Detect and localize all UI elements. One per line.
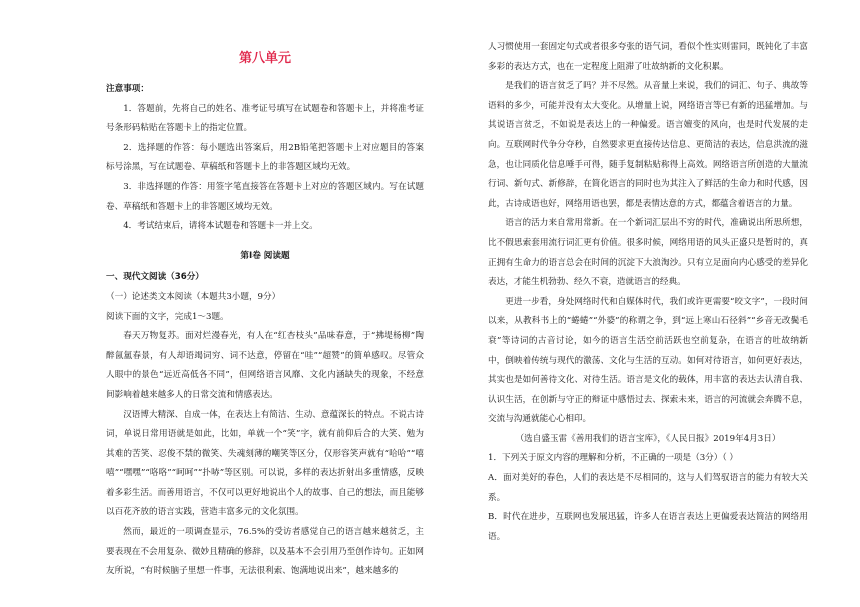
answer-option-b: B．时代在进步，互联网也发展迅猛，许多人在语言表达上更偏爱表达简洁的网络用语。 (488, 512, 808, 542)
passage-paragraph: 汉语博大精深、自成一体，在表达上有简洁、生动、意蕴深长的特点。不说古诗词，单说日常用语就是如此，比如，单就一个“笑”字，就有前仰后合的大笑、勉为其难的苦笑、忍俊不禁的微笑、失魂刻薄的嘲笑等区分，仅形容笑声就有“哈哈”“嘻嘻”“嘿嘿”“咯咯”“呵呵”“扑哧”等区别。可以说，多样的表达折射出多重情感，反映着多彩生活。而善用语言，不仅可以更好地说出个人的故事、自己的想法，而且能够以百花齐放的语言实践，营造丰富多元的文化氛围。 (106, 409, 424, 518)
passage-paragraph: 春天万物复苏。面对烂漫春光，有人在“红杏枝头”品味春意，于“拂堤杨柳”陶醉氤氲春景，有人却语竭词穷、词不达意，停留在“哇”“超赞”的简单感叹。尽管众人眼中的景色“远近高低各不同”，但网络语言风靡、文化内涵缺失的现象，不经意间影响着越来越多人的日常交流和情感表达。 (106, 331, 424, 400)
notice-item: 1．答题前，先将自己的姓名、准考证号填写在试题卷和答题卡上，并将准考证号条形码粘贴在答题卡上的指定位置。 (106, 103, 424, 134)
notice-heading: 注意事项： (106, 84, 149, 94)
reading-instruction: 阅读下面的文字，完成1～3题。 (106, 311, 229, 322)
notice-item: 3．非选择题的作答：用签字笔直接答在答题卡上对应的答题区域内。写在试题卷、草稿纸和答题卡上的非答题区域均无效。 (106, 181, 424, 212)
passage-paragraph: 然而，最近的一项调查显示，76.5%的受访者感觉自己的语言越来越贫乏，主要表现在不会用复杂、微妙且精确的修辞，以及基本不会引用乃至创作诗句。正如网友所说，“有时候脑子里想一件事，无法很利索、饱满地说出来”，越来越多的 (106, 527, 424, 577)
passage-paragraph: 更进一步看，身处网络时代和自媒体时代，我们或许更需要“咬文字”，一段时间以来，从教科书上的“蜷蜷”“外婆”的称谓之争，到“远上寒山石径斜”“乡音无改鬓毛衰”等诗词的古音讨论，如今的语言生活空前活跃也空前复杂，在语言的吐故纳新中，倒映着传统与现代的激荡、文化与生活的互动。如何对待语言，如何更好表达，其实也是如何善待文化、对待生活。语言是文化的载体，用丰富的表达去认清自我、认识生活，在创新与守正的辩证中感悟过去、探索未来，语言的河流就会奔腾不息，交流与沟通就能心心相印。 (488, 296, 808, 425)
question-stem: 1．下列关于原文内容的理解和分析，不正确的一项是（3分）（ ） (488, 453, 738, 464)
answer-option-a: A．面对美好的春色，人们的表达是不尽相同的，这与人们驾驭语言的能力有较大关系。 (488, 473, 808, 503)
section-title: 一、现代文阅读（36分） (106, 272, 204, 283)
source-citation: （选自盛玉雷《善用我们的语言宝库》，《人民日报》2019年4月3日） (515, 433, 781, 444)
passage-paragraph: 人习惯使用一套固定句式或者很多夸张的语气词，看似个性实则雷同，既钝化了丰富多彩的表达方式，也在一定程度上阻滞了吐故纳新的文化积累。 (488, 42, 808, 72)
volume-title: 第Ⅰ卷 阅读题 (240, 250, 290, 261)
passage-paragraph: 语言的活力来自常用常新。在一个新词汇层出不穷的时代，准确说出所思所想，比不假思索套用流行词汇更有价值。很多时候，网络用语的风头正盛只是暂时的，真正拥有生命力的语言总会在时间的沉淀下大浪淘沙。只有立足面向内心感受的差异化表达，才能生机勃勃、经久不衰，造就语言的经典。 (488, 218, 808, 288)
left-column (106, 0, 424, 582)
page-title: 第八单元 (238, 51, 291, 66)
notice-item: 2．选择题的作答：每小题选出答案后，用2B铅笔把答题卡上对应题目的答案标号涂黑，写在试题卷、草稿纸和答题卡上的非答题区域均无效。 (106, 142, 424, 173)
subsection-title: （一）论述类文本阅读（本题共3小题，9分） (106, 291, 281, 302)
passage-paragraph: 是我们的语言贫乏了吗？并不尽然。从音量上来说，我们的词汇、句子、典故等语料的多少，可能并没有太大变化。从增量上说，网络语言等已有新的迅猛增加。与其说语言贫乏，不如说是表达上的一种偏爱。语言嬗变的风向，也是时代发展的走向。互联网时代争分夺秒，自然要求更直接传达信息、更简洁的表达，信息洪流的滋急，也让同质化信息唾手可得，随手复制粘贴称得上高效。网络语言所创造的大量流行词、新句式、新修辞，在简化语言的同时也为其注入了鲜活的生命力和时代感，因此，古诗成语也好，网络用语也罢，都是表情达意的方式，都蕴含着语言的力量。 (488, 81, 808, 209)
right-column (488, 0, 808, 547)
notice-item: 4．考试结束后，请将本试题卷和答题卡一并上交。 (123, 221, 318, 232)
